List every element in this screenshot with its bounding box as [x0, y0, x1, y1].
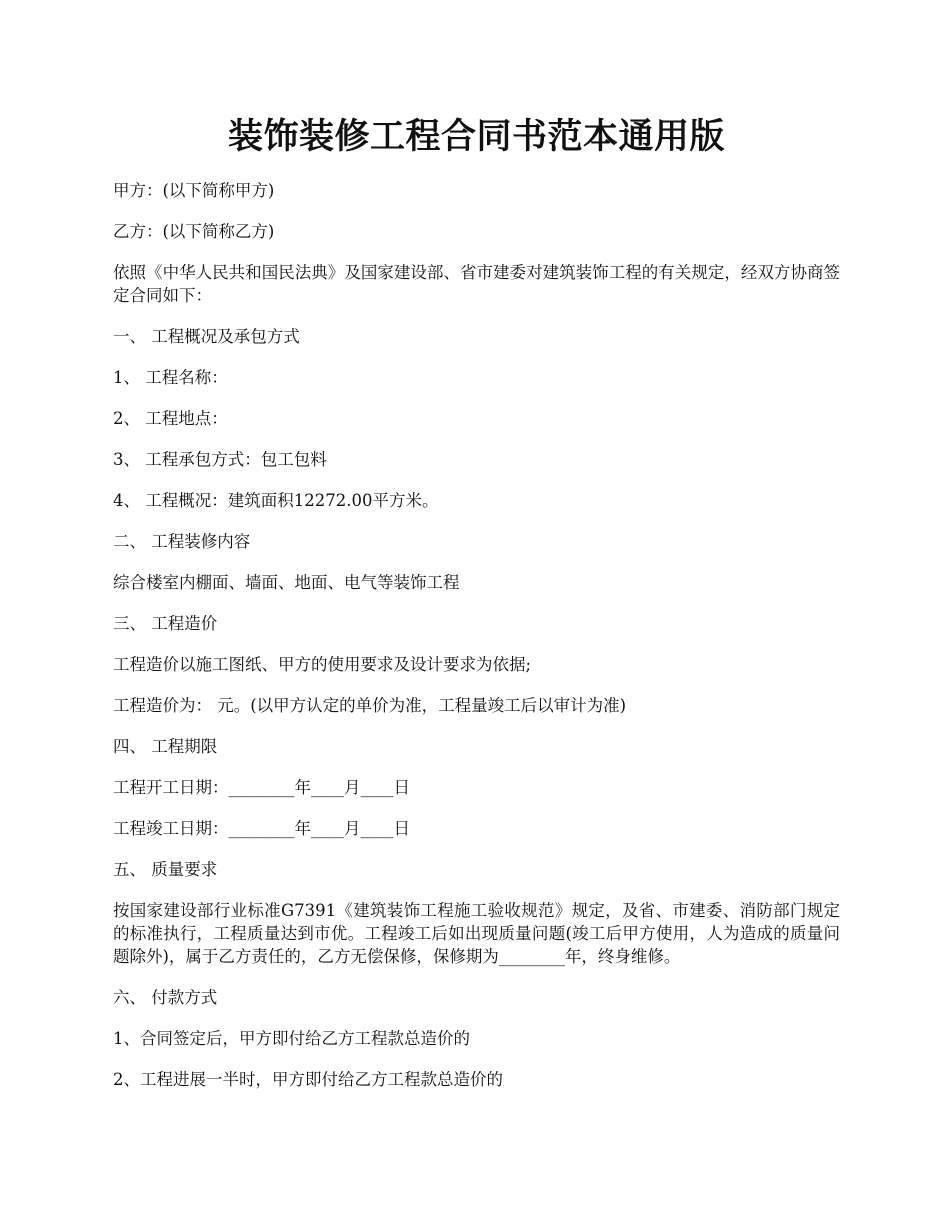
preamble-paragraph: 依照《中华人民共和国民法典》及国家建设部、省市建委对建筑装饰工程的有关规定，经双方协商签定合同如下： [113, 263, 840, 305]
start-date-line: 工程开工日期：________年____月____日 [113, 778, 410, 797]
payment-term-1-line: 1、合同签定后，甲方即付给乙方工程款总造价的 [113, 1029, 470, 1048]
project-overview-line: 4、 工程概况：建筑面积12272.00平方米。 [113, 491, 439, 510]
section-heading-6: 六、 付款方式 [113, 988, 218, 1007]
completion-date-line: 工程竣工日期：________年____月____日 [113, 819, 410, 838]
section-heading-5: 五、 质量要求 [113, 860, 218, 879]
section-heading-3: 三、 工程造价 [113, 614, 218, 633]
quality-requirements-paragraph: 按国家建设部行业标准G7391《建筑装饰工程施工验收规范》规定，及省、市建委、消防部门规定的标准执行，工程质量达到市优。工程竣工后如出现质量问题(竣工后甲方使用，人为造成的质量问题除外)，属于乙方责任的，乙方无偿保修，保修期为________年，终身维修。 [113, 901, 840, 966]
cost-basis-line: 工程造价以施工图纸、甲方的使用要求及设计要求为依据; [113, 655, 532, 674]
decoration-content-line: 综合楼室内棚面、墙面、地面、电气等装饰工程 [113, 573, 460, 592]
party-a-line: 甲方：(以下简称甲方) [113, 181, 275, 200]
document-title: 装饰装修工程合同书范本通用版 [227, 116, 725, 157]
section-heading-4: 四、 工程期限 [113, 737, 218, 756]
contract-method-line: 3、 工程承包方式：包工包料 [113, 450, 327, 469]
party-b-line: 乙方：(以下简称乙方) [113, 222, 275, 241]
cost-amount-line: 工程造价为： 元。(以甲方认定的单价为准，工程量竣工后以审计为准) [113, 696, 627, 715]
project-name-line: 1、 工程名称： [113, 368, 228, 387]
section-heading-2: 二、 工程装修内容 [113, 532, 251, 551]
project-location-line: 2、 工程地点： [113, 409, 228, 428]
section-heading-1: 一、 工程概况及承包方式 [113, 327, 300, 346]
payment-term-2-line: 2、工程进展一半时，甲方即付给乙方工程款总造价的 [113, 1070, 503, 1089]
document-page [113, 108, 840, 1109]
